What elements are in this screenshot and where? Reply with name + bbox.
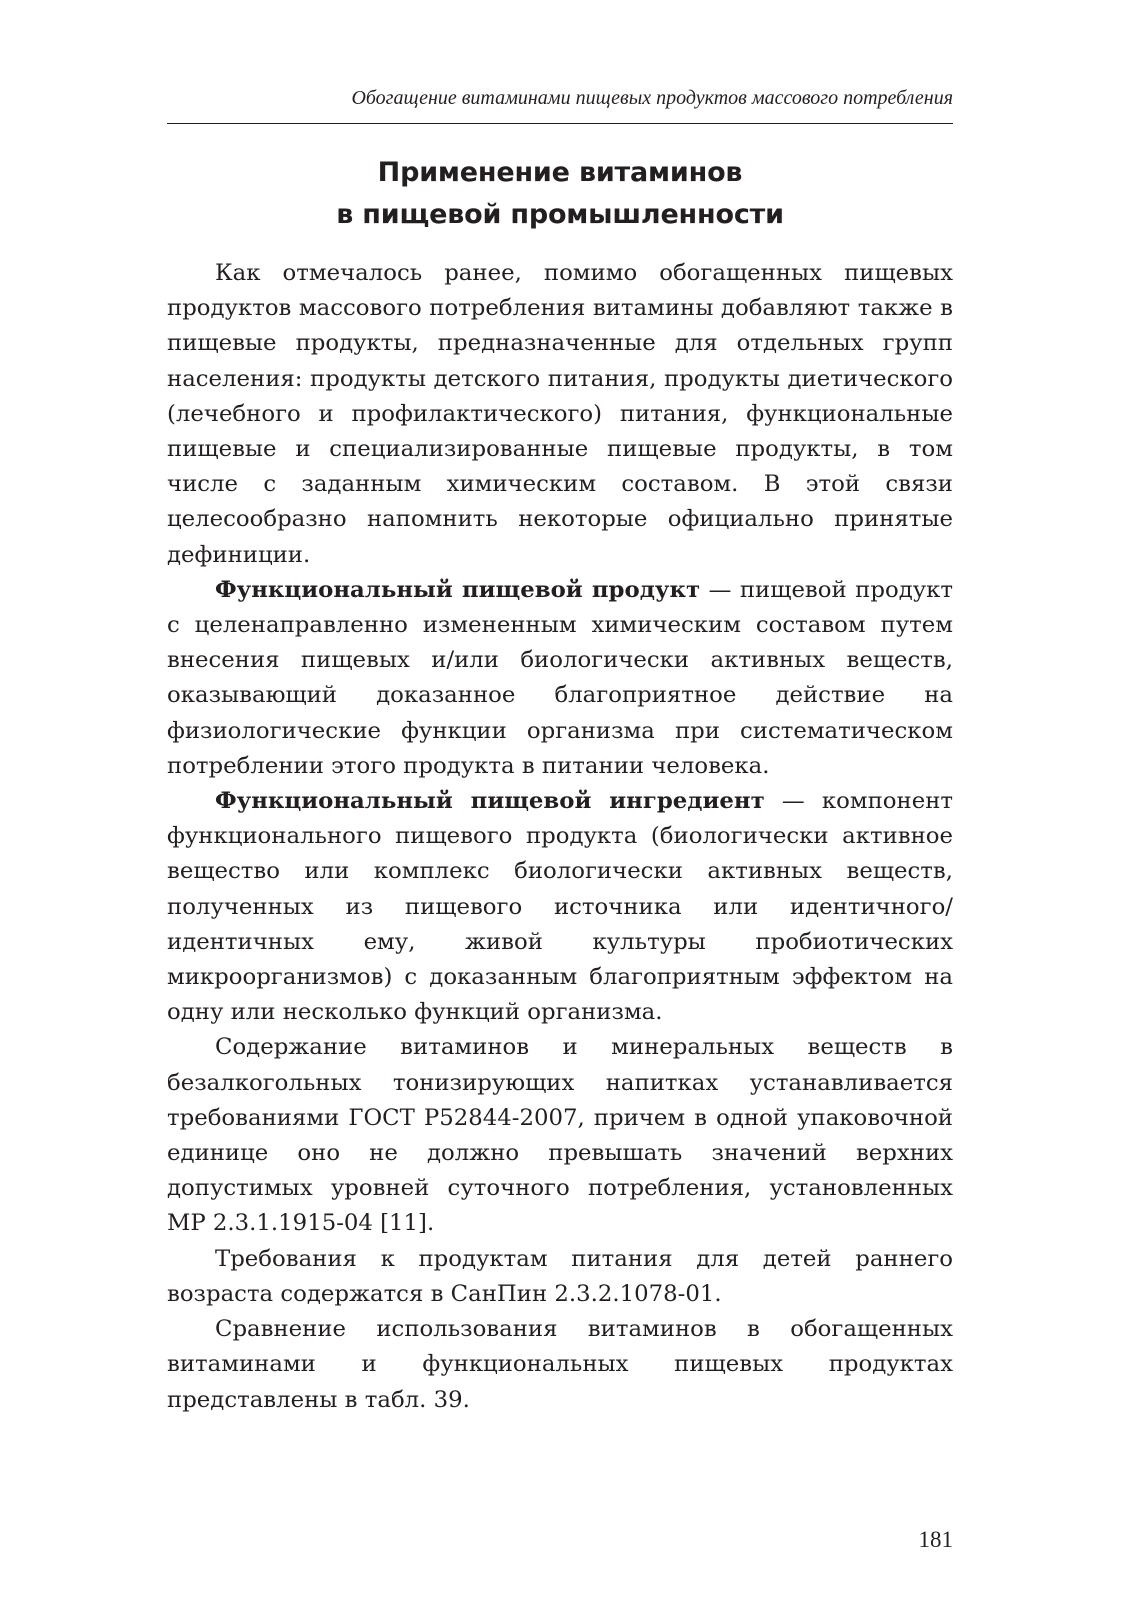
chapter-title xyxy=(167,152,953,236)
paragraph-text: Сравнение использования витаминов в обогащенных витаминами и функциональных пищевых продуктах представлены в табл. 39. xyxy=(167,1316,953,1413)
chapter-title-line-1: Применение витаминов xyxy=(377,157,743,188)
body-text xyxy=(167,256,953,1418)
paragraph-text: — компонент функционального пищевого продукта (биологически активное вещество или комплекс биологически активных веществ, полученных из пищевого источника или идентичного/идентичных ему, живой культуры пробиотических микроорганизмов) с доказанным благоприятным эффектом на одну или несколько функций организма. xyxy=(167,788,954,1026)
paragraph-sanpin-requirements xyxy=(167,1242,953,1312)
paragraph-text: Как отмечалось ранее, помимо обогащенных пищевых продуктов массового потребления витамины добавляют также в пищевые продукты, предназначенные для отдельных групп населения: продукты детского питания, продукты диетического (лечебного и профилактического) питания, функциональные пищевые и специализированные пищевые продукты, в том числе с заданным химическим составом. В этой связи целесообразно напомнить некоторые официально принятые дефиниции. xyxy=(167,260,953,568)
paragraph-functional-ingredient-definition xyxy=(167,784,953,1030)
paragraph-table-reference xyxy=(167,1312,953,1418)
paragraph-text: Требования к продуктам питания для детей раннего возраста содержатся в СанПин 2.3.2.1078-01. xyxy=(167,1245,953,1307)
running-header: Обогащение витаминами пищевых продуктов массового потребления xyxy=(351,87,953,109)
definition-term: Функциональный пищевой продукт xyxy=(215,576,701,603)
paragraph-functional-food-definition xyxy=(167,573,953,784)
paragraph-gost-requirements xyxy=(167,1030,953,1241)
chapter-title-line-2: в пищевой промышленности xyxy=(336,199,784,230)
paragraph-text: Содержание витаминов и минеральных веществ в безалкогольных тонизирующих напитках устанавливается требованиями ГОСТ Р52844-2007, причем в одной упаковочной единице оно не должно превышать значений верхних допустимых уровней суточного потребления, установленных МР 2.3.1.1915-04 [11]. xyxy=(167,1034,953,1237)
page-number: 181 xyxy=(918,1527,953,1552)
header-rule xyxy=(167,123,953,124)
definition-term: Функциональный пищевой ингредиент xyxy=(215,788,765,815)
paragraph-intro xyxy=(167,256,953,573)
book-page xyxy=(167,0,953,1600)
paragraph-text: — пищевой продукт с целенаправленно измененным химическим составом путем внесения пищевых и/или биологически активных веществ, оказывающий доказанное благоприятное действие на физиологические функции организма при систематическом потреблении этого продукта в питании человека. xyxy=(167,576,954,779)
